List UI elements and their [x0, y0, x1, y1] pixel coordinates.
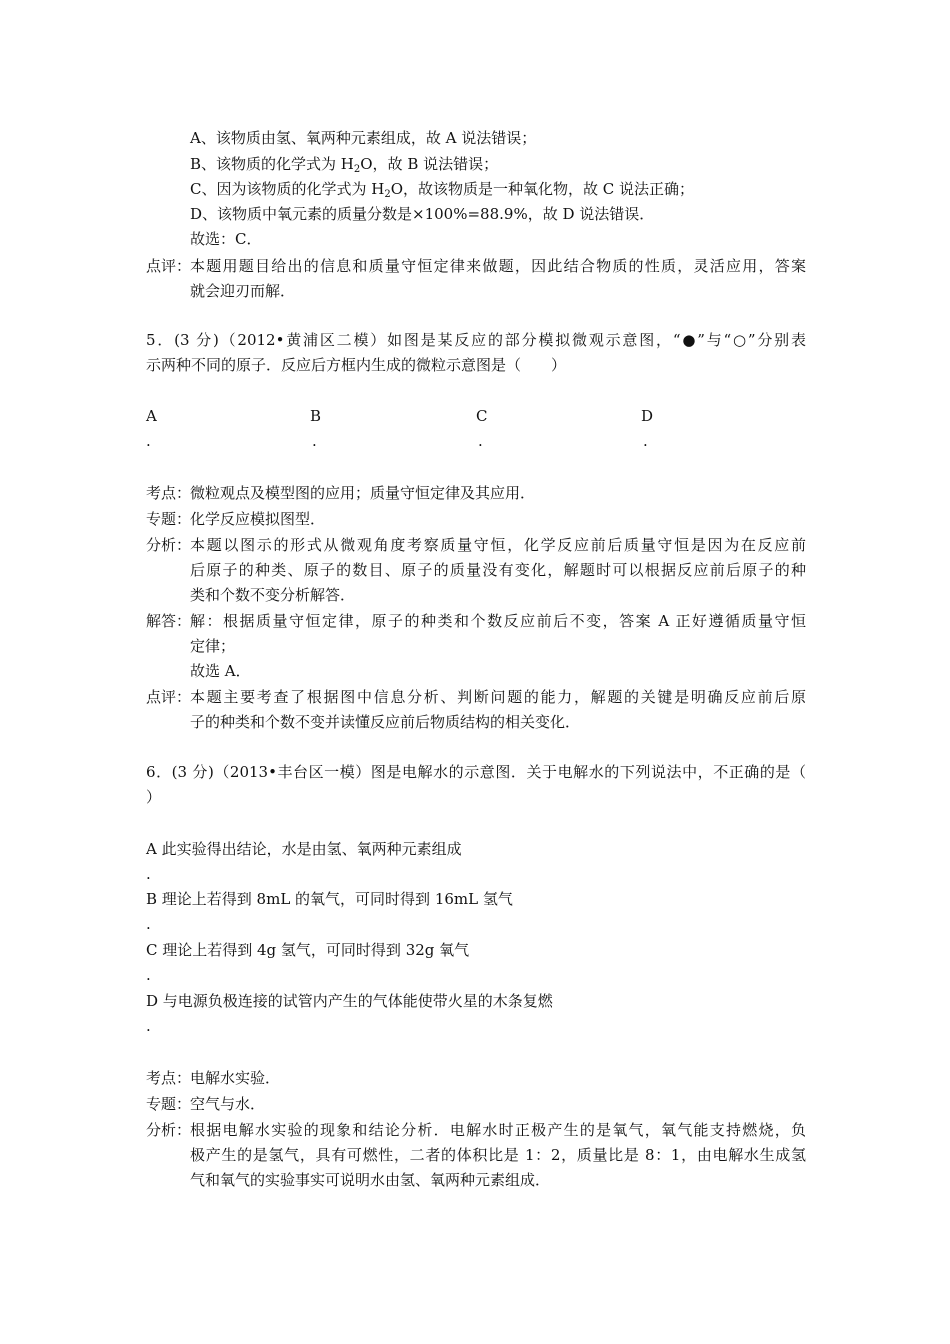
q4-comment-label: 点评：: [146, 257, 192, 275]
q5-fenxi-line-1: 本题以图示的形式从微观角度考察质量守恒，化学反应前后质量守恒是因为在反应前: [190, 536, 806, 554]
q5-option-d-dot: .: [643, 432, 648, 450]
q6-option-d: D 与电源负极连接的试管内产生的气体能使带火星的木条复燃: [146, 992, 553, 1010]
q5-stem-line-2: 示两种不同的原子．反应后方框内生成的微粒示意图是（ ）: [146, 356, 567, 374]
q5-zhuanti: 化学反应模拟图型．: [190, 510, 326, 528]
q6-option-a: A 此实验得出结论，水是由氢、氧两种元素组成: [146, 840, 462, 858]
q5-zhuanti-label: 专题：: [146, 510, 192, 528]
q5-option-c-label: C: [476, 407, 488, 425]
q5-kaodian-label: 考点：: [146, 484, 192, 502]
q5-stem-line-1: 5．(3 分)（2012•黄浦区二模）如图是某反应的部分模拟微观示意图，“●”与“○”分别表: [146, 331, 806, 349]
q5-fenxi-line-2: 后原子的种类、原子的数目、原子的质量没有变化，解题时可以根据反应前后原子的种: [190, 561, 806, 579]
q6-stem-line-2: ）: [146, 788, 162, 806]
q6-zhuanti: 空气与水．: [190, 1095, 266, 1113]
q6-option-a-dot: .: [146, 865, 151, 883]
q5-option-b-dot: .: [312, 432, 317, 450]
q5-dianping-label: 点评：: [146, 688, 192, 706]
q4-option-c: C、因为该物质的化学式为 $H_2O$，故该物质是一种氧化物，故 C 说法正确；: [190, 180, 695, 200]
q5-jieda-line-1: 解：根据质量守恒定律，原子的种类和个数反应前后不变，答案 A 正好遵循质量守恒: [190, 612, 806, 630]
q5-option-b-label: B: [310, 407, 322, 425]
q6-option-b: B 理论上若得到 8mL 的氧气，可同时得到 16mL 氢气: [146, 890, 513, 908]
q4-option-a: A、该物质由氢、氧两种元素组成，故 A 说法错误；: [190, 129, 537, 147]
q5-jieda-label: 解答：: [146, 612, 192, 630]
q6-fenxi-line-2: 极产生的是氢气，具有可燃性，二者的体积比是 1：2，质量比是 8：1，由电解水生成氢: [190, 1146, 806, 1164]
q4-comment-line-2: 就会迎刃而解．: [190, 282, 296, 300]
q6-stem-line-1: 6．(3 分)（2013•丰台区一模）图是电解水的示意图．关于电解水的下列说法中，不正确的是（: [146, 763, 806, 781]
q6-option-d-dot: .: [146, 1017, 151, 1035]
q6-fenxi-label: 分析：: [146, 1121, 192, 1139]
q6-fenxi-line-3: 气和氧气的实验事实可说明水由氢、氧两种元素组成．: [190, 1171, 551, 1189]
q5-option-c-dot: .: [478, 432, 483, 450]
q6-option-b-dot: .: [146, 915, 151, 933]
q4-option-b: B、该物质的化学式为 $H_2O$，故 B 说法错误；: [190, 155, 499, 175]
q6-kaodian: 电解水实验．: [190, 1069, 281, 1087]
q6-option-c-dot: .: [146, 966, 151, 984]
q5-dianping-line-2: 子的种类和个数不变并读懂反应前后物质结构的相关变化．: [190, 713, 581, 731]
q6-fenxi-line-1: 根据电解水实验的现象和结论分析．电解水时正极产生的是氧气，氧气能支持燃烧，负: [190, 1121, 806, 1139]
q5-jieda-line-2: 定律；: [190, 637, 236, 655]
q5-option-a-label: A: [146, 407, 157, 425]
q4-option-d: D、该物质中氧元素的质量分数是×100%=88.9%，故 D 说法错误．: [190, 205, 655, 223]
q5-option-d-label: D: [641, 407, 654, 425]
q4-comment-line-1: 本题用题目给出的信息和质量守恒定律来做题，因此结合物质的性质，灵活应用，答案: [190, 257, 806, 275]
q5-kaodian: 微粒观点及模型图的应用；质量守恒定律及其应用．: [190, 484, 536, 502]
q4-choice: 故选：C．: [190, 230, 262, 248]
q5-jieda-line-3: 故选 A．: [190, 662, 251, 680]
q5-fenxi-line-3: 类和个数不变分析解答．: [190, 586, 356, 604]
q6-option-c: C 理论上若得到 4g 氢气，可同时得到 32g 氧气: [146, 941, 470, 959]
q5-dianping-line-1: 本题主要考查了根据图中信息分析、判断问题的能力，解题的关键是明确反应前后原: [190, 688, 806, 706]
q6-kaodian-label: 考点：: [146, 1069, 192, 1087]
q6-zhuanti-label: 专题：: [146, 1095, 192, 1113]
q5-fenxi-label: 分析：: [146, 536, 192, 554]
q5-option-a-dot: .: [146, 432, 151, 450]
